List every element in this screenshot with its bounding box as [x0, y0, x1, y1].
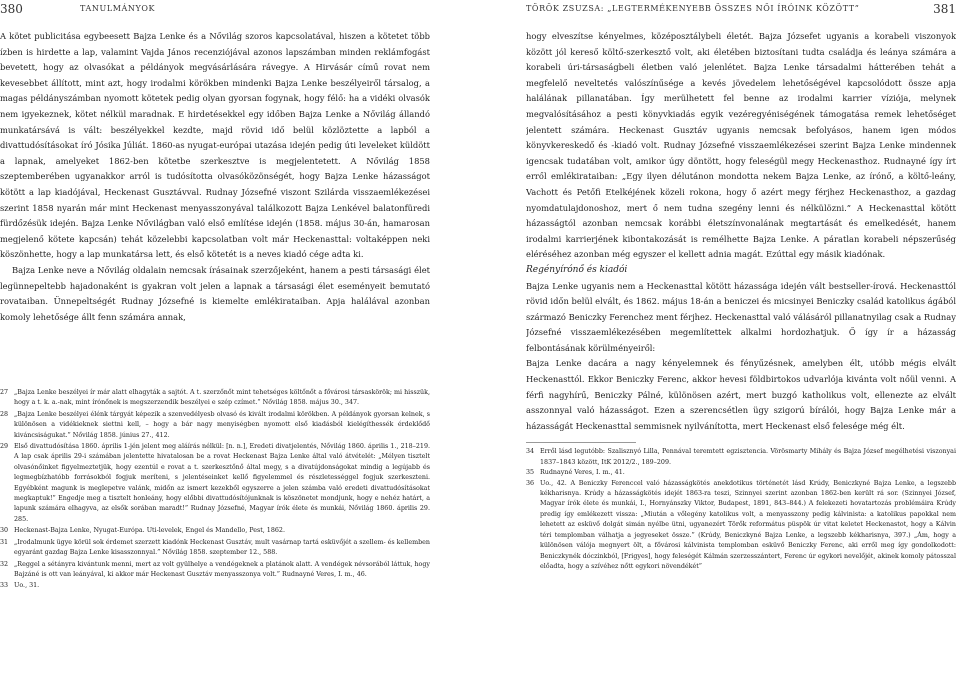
- page-number: 381: [933, 2, 956, 16]
- section-title: Regényírónő és kiadói: [526, 264, 628, 275]
- main-text: [526, 29, 956, 675]
- footnote-text: Első divattudósítása 1860. április 1-jén jelent meg aláírás nélkül: [n. n.], Eredeti divatjelentés, Nővilág 1860. április 1., 218–219. A lap csak április 29-i számában jelentette hivatalosan be a rovat Heckenast Bajza Lenke által való átvételét: „Mélyen tisztelt olvasónőinket figyelmeztetjük, hogy ezentúl e rovat a t. szerkesztőnő által megy, s a divatújdonságokat mindig a legújabb és legmegbízhatóbb forrásokból fogjuk meríteni, s jelentéseinket kellő figyelemmel és részletességgel fogjuk szerkeszteni. Egyébként magunk is meglepetve valánk, midőn az ismert kezekből egyszerre a jelen számba való eredeti divattudósításokat megkaptuk!” Engedje meg a tisztelt honleány, hogy előbbi divattudósítójunknak is köszönetet mondjunk, hogy e nehéz határt, a lapunk számára elhagyva, az elsők sorában maradt!” Rudnay Józsefné, Magyar írók élete és munkái, Nővilág 1860. április 29. 285.: [14, 443, 430, 523]
- footnote-text: „Reggel a sétányra kivántunk menni, mert az volt gyülhelye a vendégeknek a platánok alatt. A vendégek névsorából láttuk, hogy Bajzáné is ott van leányával, ki akkor már Heckenast Gusztáv menyasszonya volt.” Rudnayné Veres, I. m., 46.: [14, 560, 430, 578]
- paragraph: Bajza Lenke ugyanis nem a Heckenasttal kötött házassága idején vált bestseller-írová. Heckenasttól rövid időn belül elvált, és 1862. május 18-án a beniczei és micsinyei Beniczky család katolikus ágából származó Beniczky Ferenchez ment férjhez. Heckenasttal való válásáról pillanatnyilag csak a Rudnay Józsefné visszaemlékezésében megemlítettek alkalmi hordozhatjuk. Ő így ír a házasság felbontásának körülményeiről:: [526, 280, 956, 353]
- footnote: [0, 410, 430, 441]
- footnote: [526, 468, 956, 478]
- footnote-number: 32: [0, 560, 9, 568]
- footnote-number: 35: [526, 469, 535, 477]
- footnote-number: 34: [526, 448, 535, 456]
- paragraph: hogy elveszítse kényelmes, középosztálybeli életét. Bajza Józsefet ugyanis a korabeli viszonyok között jól kereső költő-szerkesztő volt, aki életében biztosítani tudta családja és leánya számára a korabeli úri-társaságbeli életben való jelenlétet. Bajza Lenke társadalmi hátterében tehát a megfelelő neveltetés valószínűsége a kevés jövedelem lehetőségével kapcsolódott össze apja halálának pillanatában. Így merülhetett fel benne az irodalmi karrier víziója, melynek megvalósításához a pesti könyvkiadás egyik vezéregyéniségének támogatása remek lehetőséget jelentett számára. Heckenast Gusztáv ugyanis nemcsak befolyásos, hanem igen módos könyvkereskedő és -kiadó volt. Rudnay Józsefné visszaemlékezései szerint Bajza Lenke mindennek igencsak tudatában volt, amikor úgy döntött, hogy feleségül megy Heckenasthoz. Rudnayné így írt erről emlékirataiban: „Egy ilyen délutánon mondotta nekem Bajza Lenke, az írónő, a költő-leány, Vachott és Petőfi Etelkéjének közeli rokona, hogy ő azért megy férjhez Heckenasthoz, a gazdag nyomdatulajdonoshoz, mert ő nem tudna szegény lenni és nélkülözni.” A Heckenasttal kötött házasságtól azonban nemcsak korábbi életszínvonalának megtartását és emelkedését, hanem irodalmi karrierjének kibontakozását is remélhette Bajza Lenke. A páratlan korabeli népszerűség eléréséhez azonban még egyszer el kellett adnia magát. Ezúttal egy másik kiadónak.: [526, 31, 956, 260]
- footnote-text: Rudnayné Veres, I. m., 41.: [540, 469, 625, 477]
- footnote-number: 30: [0, 527, 9, 535]
- footnote-number: 28: [0, 410, 9, 418]
- footnotes: [526, 447, 956, 572]
- left-page: [0, 0, 430, 675]
- footnote-text: Uo., 42. A Beniczky Ferenccel való házasságkötés anekdotikus történetét lásd Krúdy, Beniczkyné Bajza Lenke, a legszebb kékharisnya. Krúdy a házasságkötés idejét 1863-ra teszi, Szinnyei szerint azonban 1862-ben került rá sor. (Szinnyei József, Magyar írók élete és munkái, I., Hornyánszky Viktor, Budapest, 1891, 843–844.) A felekezeti hovatartozás problémáira Krúdy predig így emlékezett vissza: „Miután a vőlegény katolikus volt, a menyasszony pedig kálvinista: a katolikus papokkal nem lehetett az esküvő dolgát simán nyélbe ütni, ugyanezért Törők református püspök úr vitat keletet Heckenastot, hogy a Kálvin téri templomban válhatja a jegyeseket össze.” (Krúdy, Beniczkyné Bajza Lenke, a legszebb kékharisnya, 397.) „Ám, hogy a különösen válója megnyert ölt, a fővárosi kálvinista templomban esküvő Beniczky Ferenc, aki erről meg így gondolkodott: Beniczkynék dóczinkból, [Frigyes], hogy feleségét Kálmán szerzesszántert, Ferenc úr egykori nevelőjét, akinek komoly pátosszal előadta, hogy a szívéhez nőtt egykori növendékét”: [540, 479, 956, 570]
- footnote: [0, 388, 430, 409]
- footnote-number: 27: [0, 389, 9, 396]
- footnotes: [0, 388, 430, 669]
- right-page: [526, 0, 956, 675]
- footnote: [526, 447, 956, 468]
- running-head-title: TÖRÖK ZSUZSA: „LEGTERMÉKENYEBB ÖSSZES NŐI ÍRÓINK KÖZÖTT”: [526, 4, 860, 13]
- footnote: [0, 442, 430, 525]
- paragraph: A kötet publicitása egybeesett Bajza Lenke és a Nővilág szoros kapcsolatával, hiszen a kötetet több ízben is hirdette a lap, valamint Vajda János recenziójával azonos lapszámban minden reklámfogást bevetett, hogy az olvasókat a példányok megvásárlására rávegye. A Hirvásár című rovat nem kevesebbet állított, mint azt, hogy irodalmi körökben mindenki Bajza Lenke beszélyeiről társalog, a magas példányszámban nyomott kötetek pedig olyan gyorsan fogynak, hogy félő: ha a vidéki olvasók nem igyekeznek, kötet nélkül maradnak. E hirdetésekkel egy időben Bajza Lenke a Nővilág állandó munkatársává is vált: beszélyekkel kezdte, majd rövid idő belül közlöztette a lapból a divattudósításokat író Jósika Júliát. 1860-as nyugat-európai utazása idején pedig úti leveleket küldött a lapnak, amelyeket 1862-ben kötetbe szerkesztve is megjelentetett. A Nővilág 1858 szeptemberében ugyanakkor arról is tudósította olvasóközönségét, hogy Bajza Lenke házasságot kötött a lap kiadójával, Heckenast Gusztávval. Rudnay Józsefné viszont Szilárda visszaemlékezései szerint 1858 nyarán már mint Heckenast menyasszonyával találkozott Bajza Lenkével balatonfüredi fürdőzésük idején. Bajza Lenke Nővilágban való első említése idején (1858. május 30-án, hamarosan megjelenő kötete kapcsán) tehát közelebbi kapcsolatban volt már Heckenasttal: voltaképpen neki köszönhette, hogy a lap munkatársa lett, és első kötetét is a neves kiadó cége adta ki.: [0, 31, 430, 260]
- footnote-text: „Bajza Lenke beszélyei ír már alatt elhagyták a sajtót. A t. szerzőnőt mint tehetséges költőnőt a fővárosi társaskörök; mi hisszük, hogy a t. k. a.-nak, mint írónőnek is megszerzendik beszélyei e szép czímet.” Nővilág 1858. május 30., 347.: [14, 389, 430, 407]
- main-text: [0, 29, 430, 385]
- footnote-number: 29: [0, 443, 9, 451]
- footnote-text: „Bajza Lenke beszélyei élénk tárgyát képezik a szenvedélyesb olvasó és kivált irodalmi körökben. A példányok gyorsan kelnek, s különösen a vidékieknek siettni kell, – hogy a bár nagy menyiségben nyomott első kiadásból kielégíthessék érdeklődő kiváncsiságukat.” Nővilág 1858. június 27., 412.: [14, 410, 430, 439]
- footnote: [526, 479, 956, 573]
- page-number: 380: [0, 2, 23, 16]
- footnote: [0, 538, 430, 559]
- running-head: [0, 4, 430, 18]
- footnote-text: „Irodalmunk ügye körül sok érdemet szerzett kiadónk Heckenast Gusztáv, mult vasárnap tartá esküvőjét a szellem- és kellemben egyaránt gazdag Bajza Lenke kisasszonnyal.” Nővilág 1858. szeptember 12., 588.: [14, 538, 430, 557]
- footnote-rule: [526, 442, 636, 443]
- footnote-text: Uo., 31.: [14, 582, 40, 590]
- footnote-number: 31: [0, 538, 9, 546]
- footnote: [0, 526, 430, 536]
- footnote: [0, 581, 430, 591]
- footnote-number: 36: [526, 479, 535, 487]
- footnote-text: Heckenast-Bajza Lenke, Nyugat-Európa. Uti-levelek, Engel és Mandello, Pest, 1862.: [14, 527, 285, 535]
- running-head: [526, 4, 956, 18]
- footnote: [0, 560, 430, 581]
- footnote-text: Erről lásd legutóbb: Szalisznyó Lilla, Pennával teremtett egzisztencia. Vörösmarty Mihály és Bajza József megélhetési viszonyai 1837–1843 között, ItK 2012/2., 189–209.: [540, 448, 956, 466]
- running-head-title: TANULMÁNYOK: [80, 4, 156, 13]
- block-quote: Bajza Lenke dacára a nagy kényelemnek és fényűzésnek, amelyben élt, utóbb mégis elvált Heckenasttól. Ekkor Beniczky Ferenc, akkor hevesi földbirtokos udvarlója kivánta volt nőül venni. A férfi nagyhírű, Beniczky Pálné, különösen azért, mert buzgó katholikus volt, ellenezte az elvált asszonnyal való házasságot. Ezen a szerencsétlen ügy szigorú bírálói, hogy Bajza Lenke már a házasságát Heckenasttal semmisnek nyilvánította, mert Heckenast első felesége még élt.: [526, 358, 956, 431]
- paragraph: Bajza Lenke neve a Nővilág oldalain nemcsak írásainak szerzőjeként, hanem a pesti társasági élet legünnepeltebb hajadonaként is gyakran volt jelen a lapnak a társasági élet eseményeit bemutató rovataiban. Ünnepeltségét Rudnay Józsefné is kiemelte emlékirataiban. Apja halálával azonban komoly lehetősége állt fenn számára annak,: [0, 264, 430, 322]
- footnote-number: 33: [0, 582, 9, 590]
